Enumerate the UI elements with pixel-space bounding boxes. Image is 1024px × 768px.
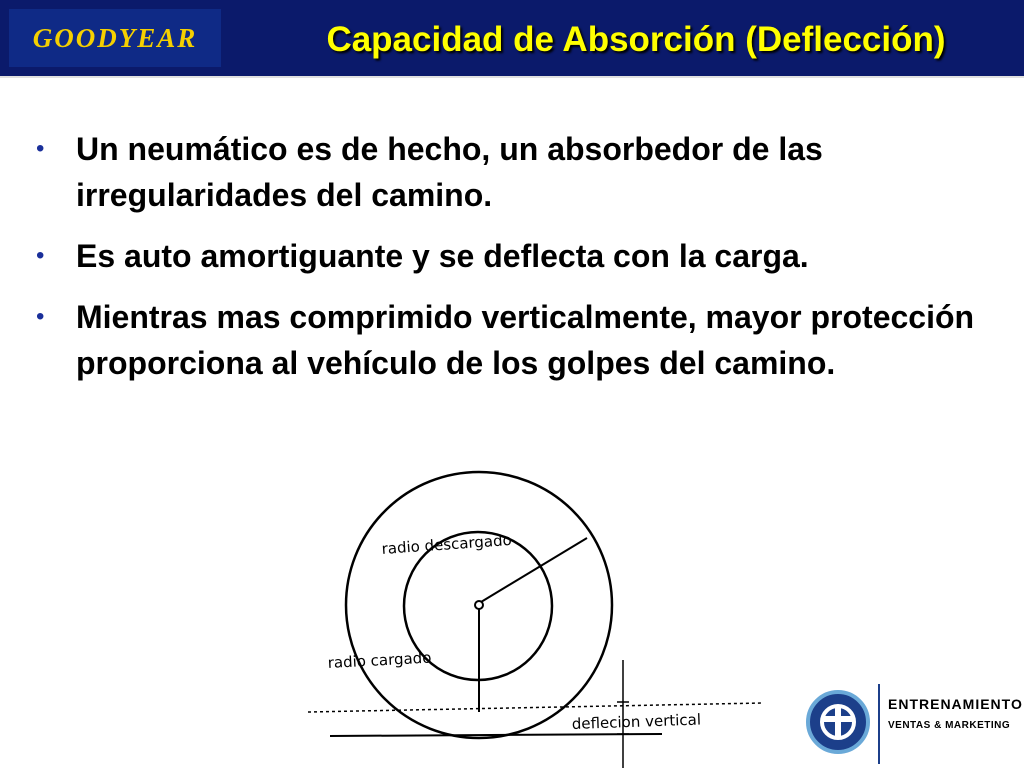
bullet-item: [36, 126, 976, 218]
slide-title: Capacidad de Absorción (Deflección): [326, 20, 946, 59]
label-vertical-deflection: deflecion vertical: [571, 710, 702, 733]
training-logo-icon: [806, 690, 870, 754]
bullet-item: [36, 233, 976, 279]
bullet-dot-icon: •: [36, 135, 45, 162]
label-unloaded-radius: radio descargado: [381, 530, 513, 558]
bullet-item: [36, 294, 976, 386]
label-loaded-radius: radio cargado: [327, 648, 432, 672]
logo-text: GOODYEAR: [32, 22, 198, 53]
bullet-text: Un neumático es de hecho, un absorbedor de las irregularidades del camino.: [76, 131, 823, 213]
bullet-list: [36, 126, 976, 401]
slide-header: [0, 0, 1024, 76]
bullet-text: Es auto amortiguante y se deflecta con la carga.: [76, 238, 809, 274]
brand-subtitle: VENTAS & MARKETING: [888, 720, 1011, 731]
bullet-dot-icon: •: [36, 242, 45, 269]
brand-divider: [878, 684, 880, 764]
tire-deflection-diagram: [300, 470, 770, 768]
bullet-text: Mientras mas comprimido verticalmente, mayor protección proporciona al vehículo de los golpes del camino.: [76, 299, 975, 381]
bullet-dot-icon: •: [36, 303, 45, 330]
training-brand: [800, 680, 1024, 768]
goodyear-logo: [9, 9, 221, 67]
ground-line: [330, 734, 662, 736]
brand-title: ENTRENAMIENTO: [888, 696, 1023, 712]
